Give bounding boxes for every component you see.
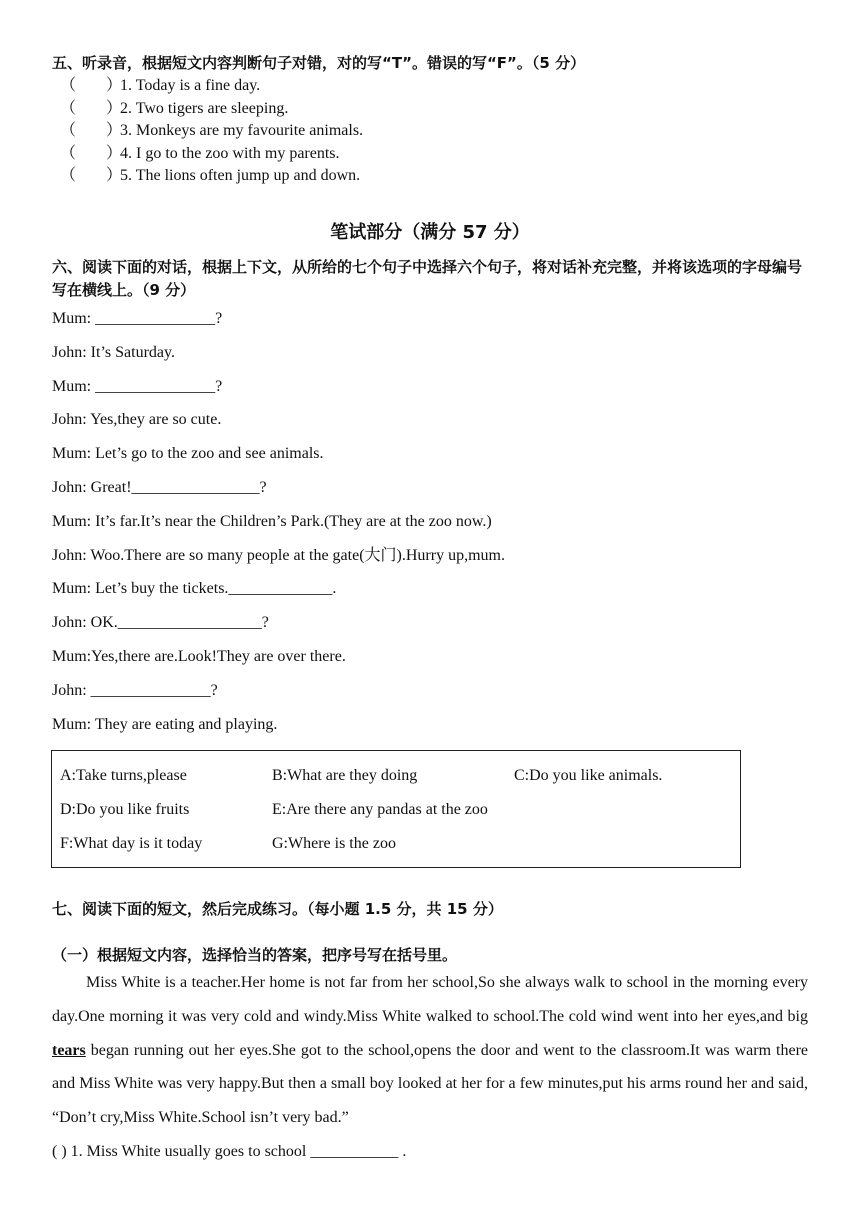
dialogue-line: Mum: _______________? (52, 310, 223, 327)
reading-passage (52, 966, 808, 1135)
part7-sub-heading: （一）根据短文内容，选择恰当的答案，把序号写在括号里。 (52, 946, 458, 964)
statement-text: 3. Monkeys are my favourite animals. (120, 122, 364, 139)
statement-text: 2. Two tigers are sleeping. (120, 99, 289, 117)
part5-heading: 五、听录音，根据短文内容判断句子对错，对的写“T”。错误的写“F”。（5 分） (52, 54, 586, 72)
option-g: G:Where is the zoo (272, 835, 396, 852)
written-section-title: 笔试部分（满分 57 分） (330, 222, 530, 243)
dialogue-line: John: _______________? (52, 681, 218, 699)
question-1: ( ) 1. Miss White usually goes to school ___________ . (52, 1143, 407, 1160)
part7-heading: 七、阅读下面的短文，然后完成练习。（每小题 1.5 分，共 15 分） (52, 900, 503, 918)
dialogue-line: John: OK.__________________? (52, 614, 269, 632)
option-c: C:Do you like animals. (514, 767, 663, 784)
dialogue-line: Mum: _______________? (52, 377, 223, 395)
dialogue-line: John: Great!________________? (52, 478, 267, 496)
option-f: F:What day is it today (60, 835, 203, 852)
answer-paren-open: （ (60, 99, 77, 117)
answer-paren-open: （ (60, 77, 77, 94)
option-a: A:Take turns,please (60, 767, 187, 784)
passage-keyword: tears (52, 1041, 86, 1059)
passage-text: began running out her eyes.She got to the school,opens the door and went to the classroom.It was warm there and Miss White was very happy.But then a small boy looked at her for a few minutes,put his arms round her and said, “Don’t cry,Miss White.School isn’t very bad.” (52, 1041, 808, 1127)
dialogue-line: Mum: They are eating and playing. (52, 715, 278, 733)
passage-text: Miss White is a teacher.Her home is not far from her school,So she always walk to school in the morning every day.One morning it was very cold and windy.Miss White walked to school.The cold wind went into her eyes,and big (52, 974, 808, 1025)
answer-paren-close: ） (106, 99, 123, 117)
options-box (51, 750, 741, 868)
dialogue-line: Mum:Yes,there are.Look!They are over there. (52, 647, 346, 665)
option-d: D:Do you like fruits (60, 801, 190, 818)
statement-text: 4. I go to the zoo with my parents. (120, 144, 340, 162)
part6-heading: 六、阅读下面的对话，根据上下文，从所给的七个句子中选择六个句子，将对话补充完整，并将该选项的字母编号写在横线上。（9 分） (52, 258, 803, 299)
dialogue-line: Mum: Let’s buy the tickets._____________. (52, 580, 337, 598)
dialogue-line: John: Woo.There are so many people at the gate(大门).Hurry up,mum. (52, 546, 505, 564)
dialogue-line: Mum: It’s far.It’s near the Children’s Park.(They are at the zoo now.) (52, 512, 492, 530)
answer-paren-close: ） (106, 167, 123, 184)
answer-paren-open: （ (60, 122, 77, 139)
dialogue-line: John: Yes,they are so cute. (52, 411, 222, 429)
dialogue-line: John: It’s Saturday. (52, 343, 175, 361)
answer-paren-close: ） (106, 144, 123, 162)
dialogue-line: Mum: Let’s go to the zoo and see animals. (52, 445, 324, 463)
answer-paren-close: ） (106, 77, 123, 94)
option-b: B:What are they doing (272, 767, 418, 784)
statement-text: 5. The lions often jump up and down. (120, 167, 361, 184)
statement-text: 1. Today is a fine day. (120, 77, 261, 94)
answer-paren-open: （ (60, 167, 77, 184)
dialogue (52, 305, 505, 744)
answer-paren-open: （ (60, 144, 77, 162)
answer-paren-close: ） (106, 122, 123, 139)
option-e: E:Are there any pandas at the zoo (272, 801, 488, 818)
